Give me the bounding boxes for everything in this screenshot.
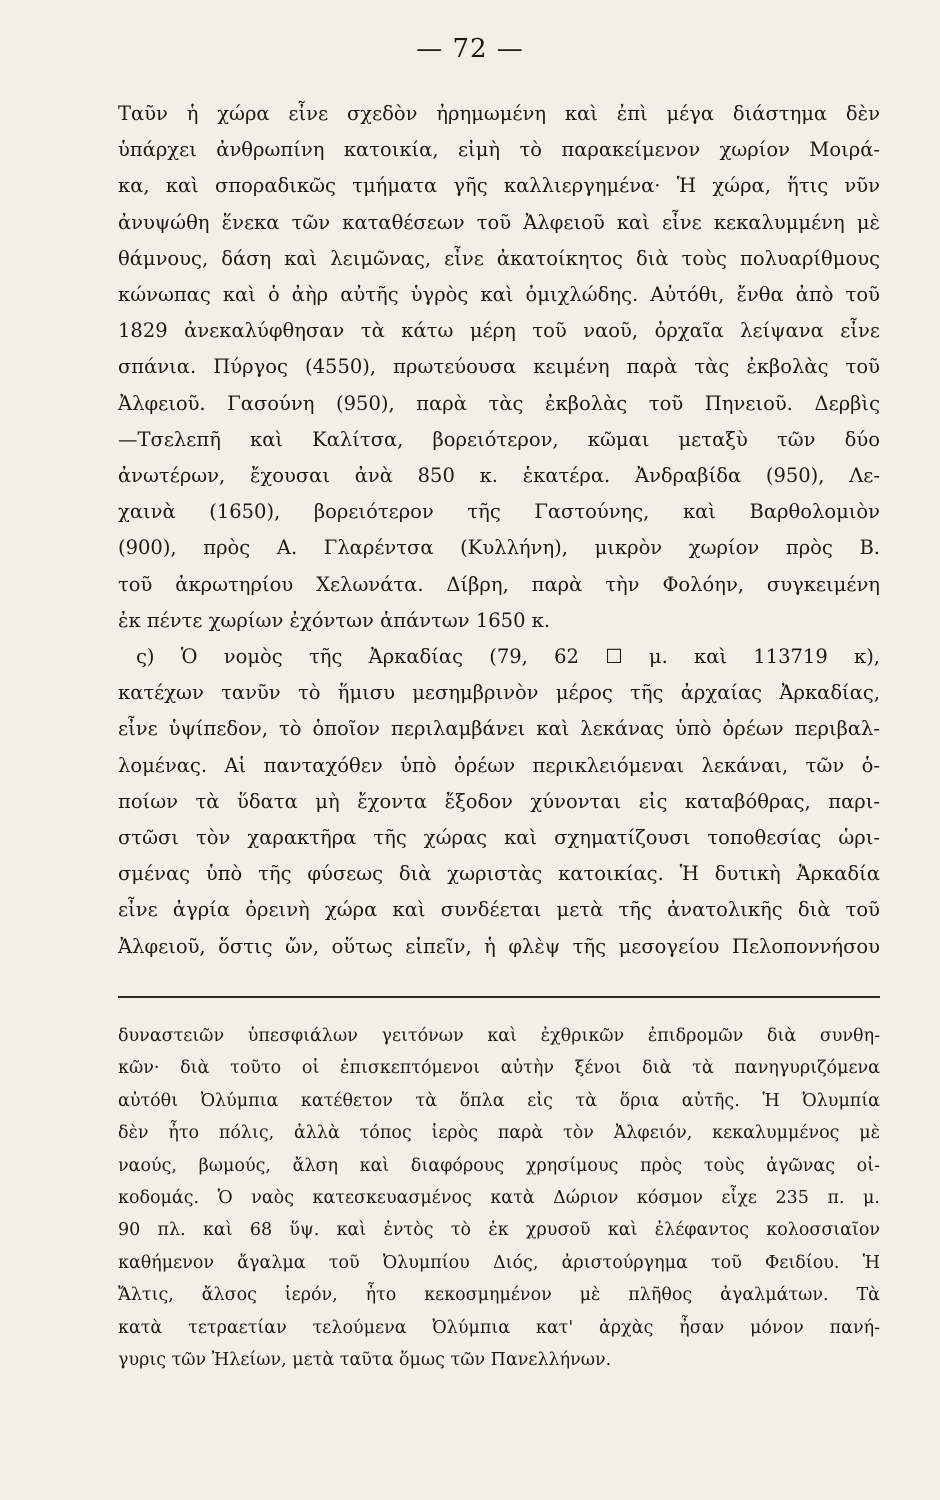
text-line: ὑπάρχει ἀνθρωπίνη κατοικία, εἰμὴ τὸ παρακείμενον χωρίον Μοιρά- [118,138,880,162]
page-number: — 72 — [416,34,524,64]
text-line: Ταῦν ἡ χώρα εἶνε σχεδὸν ἠρημωμένη καὶ ἐπὶ μέγα διάστημα δὲν [118,102,880,125]
text-line: σπάνια. Πύργος (4550), πρωτεύουσα κειμένη παρὰ τὰς ἐκβολὰς τοῦ [118,355,880,379]
text-line: ποίων τὰ ὕδατα μὴ ἔχοντα ἔξοδον χύνονται εἰς καταβόθρας, παρι- [118,789,880,813]
text-line: εἶνε ἀγρία ὀρεινὴ χώρα καὶ συνδέεται μετὰ τῆς ἀνατολικῆς διὰ τοῦ [118,898,880,922]
text-line: θάμνους, δάση καὶ λειμῶνας, εἶνε ἀκατοίκητος διὰ τοὺς πολυαρίθμους [118,246,880,270]
text-line: τοῦ ἀκρωτηρίου Χελωνάτα. Δίβρη, παρὰ τὴν Φολόην, συγκειμένη [118,572,880,596]
main-text [118,96,880,965]
footnote-divider [118,996,880,998]
text-line: ἀνωτέρων, ἔχουσαι ἀνὰ 850 κ. ἑκατέρα. Ἀνδραβίδα (950), Λε- [118,464,880,488]
footnote-line: ναούς, βωμούς, ἄλση καὶ διαφόρους χρησίμους πρὸς τοὺς ἀγῶνας οἰ- [118,1155,880,1176]
text-line: σμένας ὑπὸ τῆς φύσεως διὰ χωριστὰς κατοικίας. Ἡ δυτικὴ Ἀρκαδία [118,862,880,886]
text-line: στῶσι τὸν χαρακτῆρα τῆς χώρας καὶ σχηματίζουσι τοποθεσίας ὡρι- [118,826,880,850]
footnote-line: 90 πλ. καὶ 68 ὕψ. καὶ ἐντὸς τὸ ἐκ χρυσοῦ καὶ ἐλέφαντος κολοσσιαῖον [118,1220,880,1241]
text-line: ς) Ὁ νομὸς τῆς Ἀρκαδίας (79, 62 ☐ μ. καὶ 113719 κ), [136,645,880,669]
text-line: κατέχων τανῦν τὸ ἥμισυ μεσημβρινὸν μέρος τῆς ἀρχαίας Ἀρκαδίας, [118,681,880,705]
text-line: χαινὰ (1650), βορειότερον τῆς Γαστούνης, καὶ Βαρθολομιὸν [118,500,880,524]
footnote-line: Ἄλτις, ἄλσος ἱερόν, ἦτο κεκοσμημένον μὲ πλῆθος ἀγαλμάτων. Τὰ [118,1285,880,1306]
text-line: κα, καὶ σποραδικῶς τμήματα γῆς καλλιεργημένα· Ἡ χώρα, ἥτις νῦν [118,174,880,198]
text-line: εἶνε ὑψίπεδον, τὸ ὁποῖον περιλαμβάνει καὶ λεκάνας ὑπὸ ὀρέων περιβαλ- [118,717,880,741]
footnote-line: κοδομάς. Ὁ ναὸς κατεσκευασμένος κατὰ Δώριον κόσμον εἶχε 235 π. μ. [118,1188,880,1209]
footnote-text [118,1020,880,1376]
text-line: Ἀλφειοῦ, ὅστις ὤν, οὕτως εἰπεῖν, ἡ φλὲψ τῆς μεσογείου Πελοποννήσου [118,934,880,958]
text-line: ἐκ πέντε χωρίων ἐχόντων ἁπάντων 1650 κ. [118,608,551,632]
footnote-line: δὲν ἦτο πόλις, ἀλλὰ τόπος ἱερὸς παρὰ τὸν Ἀλφειόν, κεκαλυμμένος μὲ [118,1123,880,1144]
footnote-line: κατὰ τετραετίαν τελούμενα Ὀλύμπια κατ' ἀρχὰς ἦσαν μόνον πανή- [118,1317,880,1338]
footnote-line: αὐτόθι Ὀλύμπια κατέθετον τὰ ὅπλα εἰς τὰ ὅρια αὐτῆς. Ἡ Ὀλυμπία [118,1090,880,1111]
text-line: κώνωπας καὶ ὁ ἀὴρ αὐτῆς ὑγρὸς καὶ ὀμιχλώδης. Αὐτόθι, ἔνθα ἀπὸ τοῦ [118,283,880,307]
text-line: Ἀλφειοῦ. Γασούνη (950), παρὰ τὰς ἐκβολὰς τοῦ Πηνειοῦ. Δερβὶς [118,391,880,415]
footnote-line: καθήμενον ἄγαλμα τοῦ Ὀλυμπίου Διός, ἀριστούργημα τοῦ Φειδίου. Ἡ [118,1252,880,1273]
text-line: λομένας. Αἱ πανταχόθεν ὑπὸ ὀρέων περικλειόμεναι λεκάναι, τῶν ὁ- [118,753,880,777]
footnote-line: κῶν· διὰ τοῦτο οἱ ἐπισκεπτόμενοι αὐτὴν ξένοι διὰ τὰ πανηγυριζόμενα [118,1058,880,1079]
text-line: ἀνυψώθη ἕνεκα τῶν καταθέσεων τοῦ Ἀλφειοῦ καὶ εἶνε κεκαλυμμένη μὲ [118,210,880,234]
text-line: (900), πρὸς Α. Γλαρέντσα (Κυλλήνη), μικρὸν χωρίον πρὸς Β. [118,536,880,560]
text-line: —Τσελεπῆ καὶ Καλίτσα, βορειότερον, κῶμαι μεταξὺ τῶν δύο [118,427,880,451]
footnote-line: δυναστειῶν ὑπεσφιάλων γειτόνων καὶ ἐχθρικῶν ἐπιδρομῶν διὰ συνθη- [118,1026,880,1046]
text-line: 1829 ἀνεκαλύφθησαν τὰ κάτω μέρη τοῦ ναοῦ, ὀρχαῖα λείψανα εἶνε [118,319,880,343]
footnote-line: γυρις τῶν Ἠλείων, μετὰ ταῦτα ὅμως τῶν Πανελλήνων. [118,1350,612,1371]
